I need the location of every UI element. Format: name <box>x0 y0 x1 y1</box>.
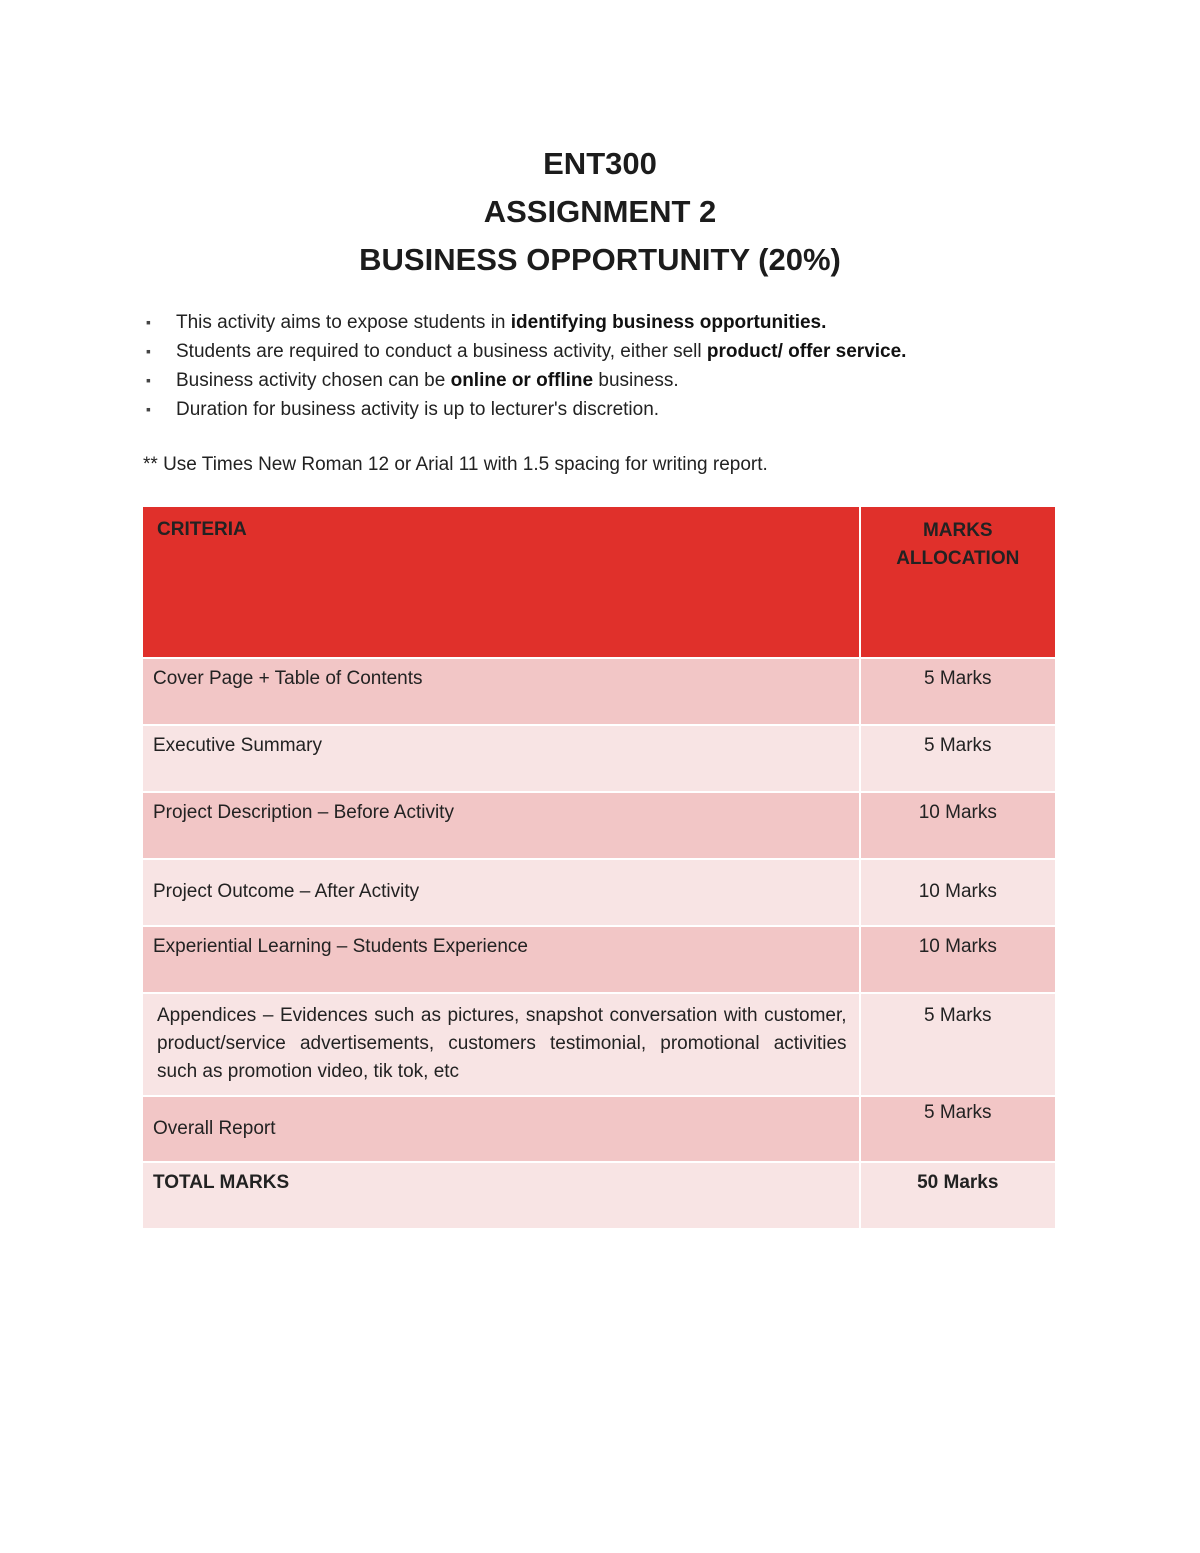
table-row <box>143 994 1057 1097</box>
bullet-icon: ▪ <box>146 314 151 330</box>
table-row <box>143 860 1057 927</box>
marks-cell: 10 Marks <box>861 860 1057 927</box>
header-marks-allocation <box>861 507 1057 659</box>
table-row <box>143 1097 1057 1163</box>
criteria-cell: Project Description – Before Activity <box>143 793 861 860</box>
instruction-text: Students are required to conduct a business activity, either sell product/ offer service. <box>176 341 907 362</box>
instruction-item <box>146 337 1066 366</box>
table-total-row <box>143 1163 1057 1230</box>
header-criteria: CRITERIA <box>143 507 861 659</box>
marks-cell: 5 Marks <box>861 726 1057 793</box>
course-code: ENT300 <box>543 146 657 181</box>
table-row <box>143 726 1057 793</box>
instruction-item <box>146 366 1066 395</box>
instructions-list <box>146 308 1066 424</box>
total-marks-cell: 50 Marks <box>861 1163 1057 1230</box>
total-label-cell: TOTAL MARKS <box>143 1163 861 1230</box>
marks-cell: 5 Marks <box>861 994 1057 1097</box>
formatting-note: ** Use Times New Roman 12 or Arial 11 with 1.5 spacing for writing report. <box>143 454 768 475</box>
table-row <box>143 793 1057 860</box>
criteria-cell: Cover Page + Table of Contents <box>143 659 861 726</box>
criteria-cell: Experiential Learning – Students Experience <box>143 927 861 994</box>
instruction-item <box>146 308 1066 337</box>
criteria-cell: Executive Summary <box>143 726 861 793</box>
criteria-cell: Appendices – Evidences such as pictures, snapshot conversation with customer, product/service advertisements, customers testimonial, promotional activities such as promotion video, tik tok, etc <box>143 994 861 1097</box>
document-title-block <box>0 140 1200 284</box>
bullet-icon: ▪ <box>146 343 151 359</box>
bullet-icon: ▪ <box>146 401 151 417</box>
bullet-icon: ▪ <box>146 372 151 388</box>
assignment-topic: BUSINESS OPPORTUNITY (20%) <box>359 242 841 277</box>
marks-cell: 5 Marks <box>861 659 1057 726</box>
header-marks-line1: MARKS <box>922 520 993 541</box>
marks-cell: 10 Marks <box>861 793 1057 860</box>
instruction-text: Duration for business activity is up to lecturer's discretion. <box>176 399 660 420</box>
table-row <box>143 927 1057 994</box>
table-row <box>143 659 1057 726</box>
instruction-text: Business activity chosen can be online or offline business. <box>176 370 679 391</box>
assignment-title: ASSIGNMENT 2 <box>483 194 717 229</box>
marks-cell: 10 Marks <box>861 927 1057 994</box>
instruction-item <box>146 395 1066 424</box>
criteria-cell: Project Outcome – After Activity <box>143 860 861 927</box>
instruction-text: This activity aims to expose students in identifying business opportunities. <box>176 312 827 333</box>
marks-cell: 5 Marks <box>861 1097 1057 1163</box>
header-marks-line2: ALLOCATION <box>896 548 1020 569</box>
marking-rubric-table <box>143 507 1057 1230</box>
criteria-cell: Overall Report <box>143 1097 861 1163</box>
table-header-row <box>143 507 1057 659</box>
